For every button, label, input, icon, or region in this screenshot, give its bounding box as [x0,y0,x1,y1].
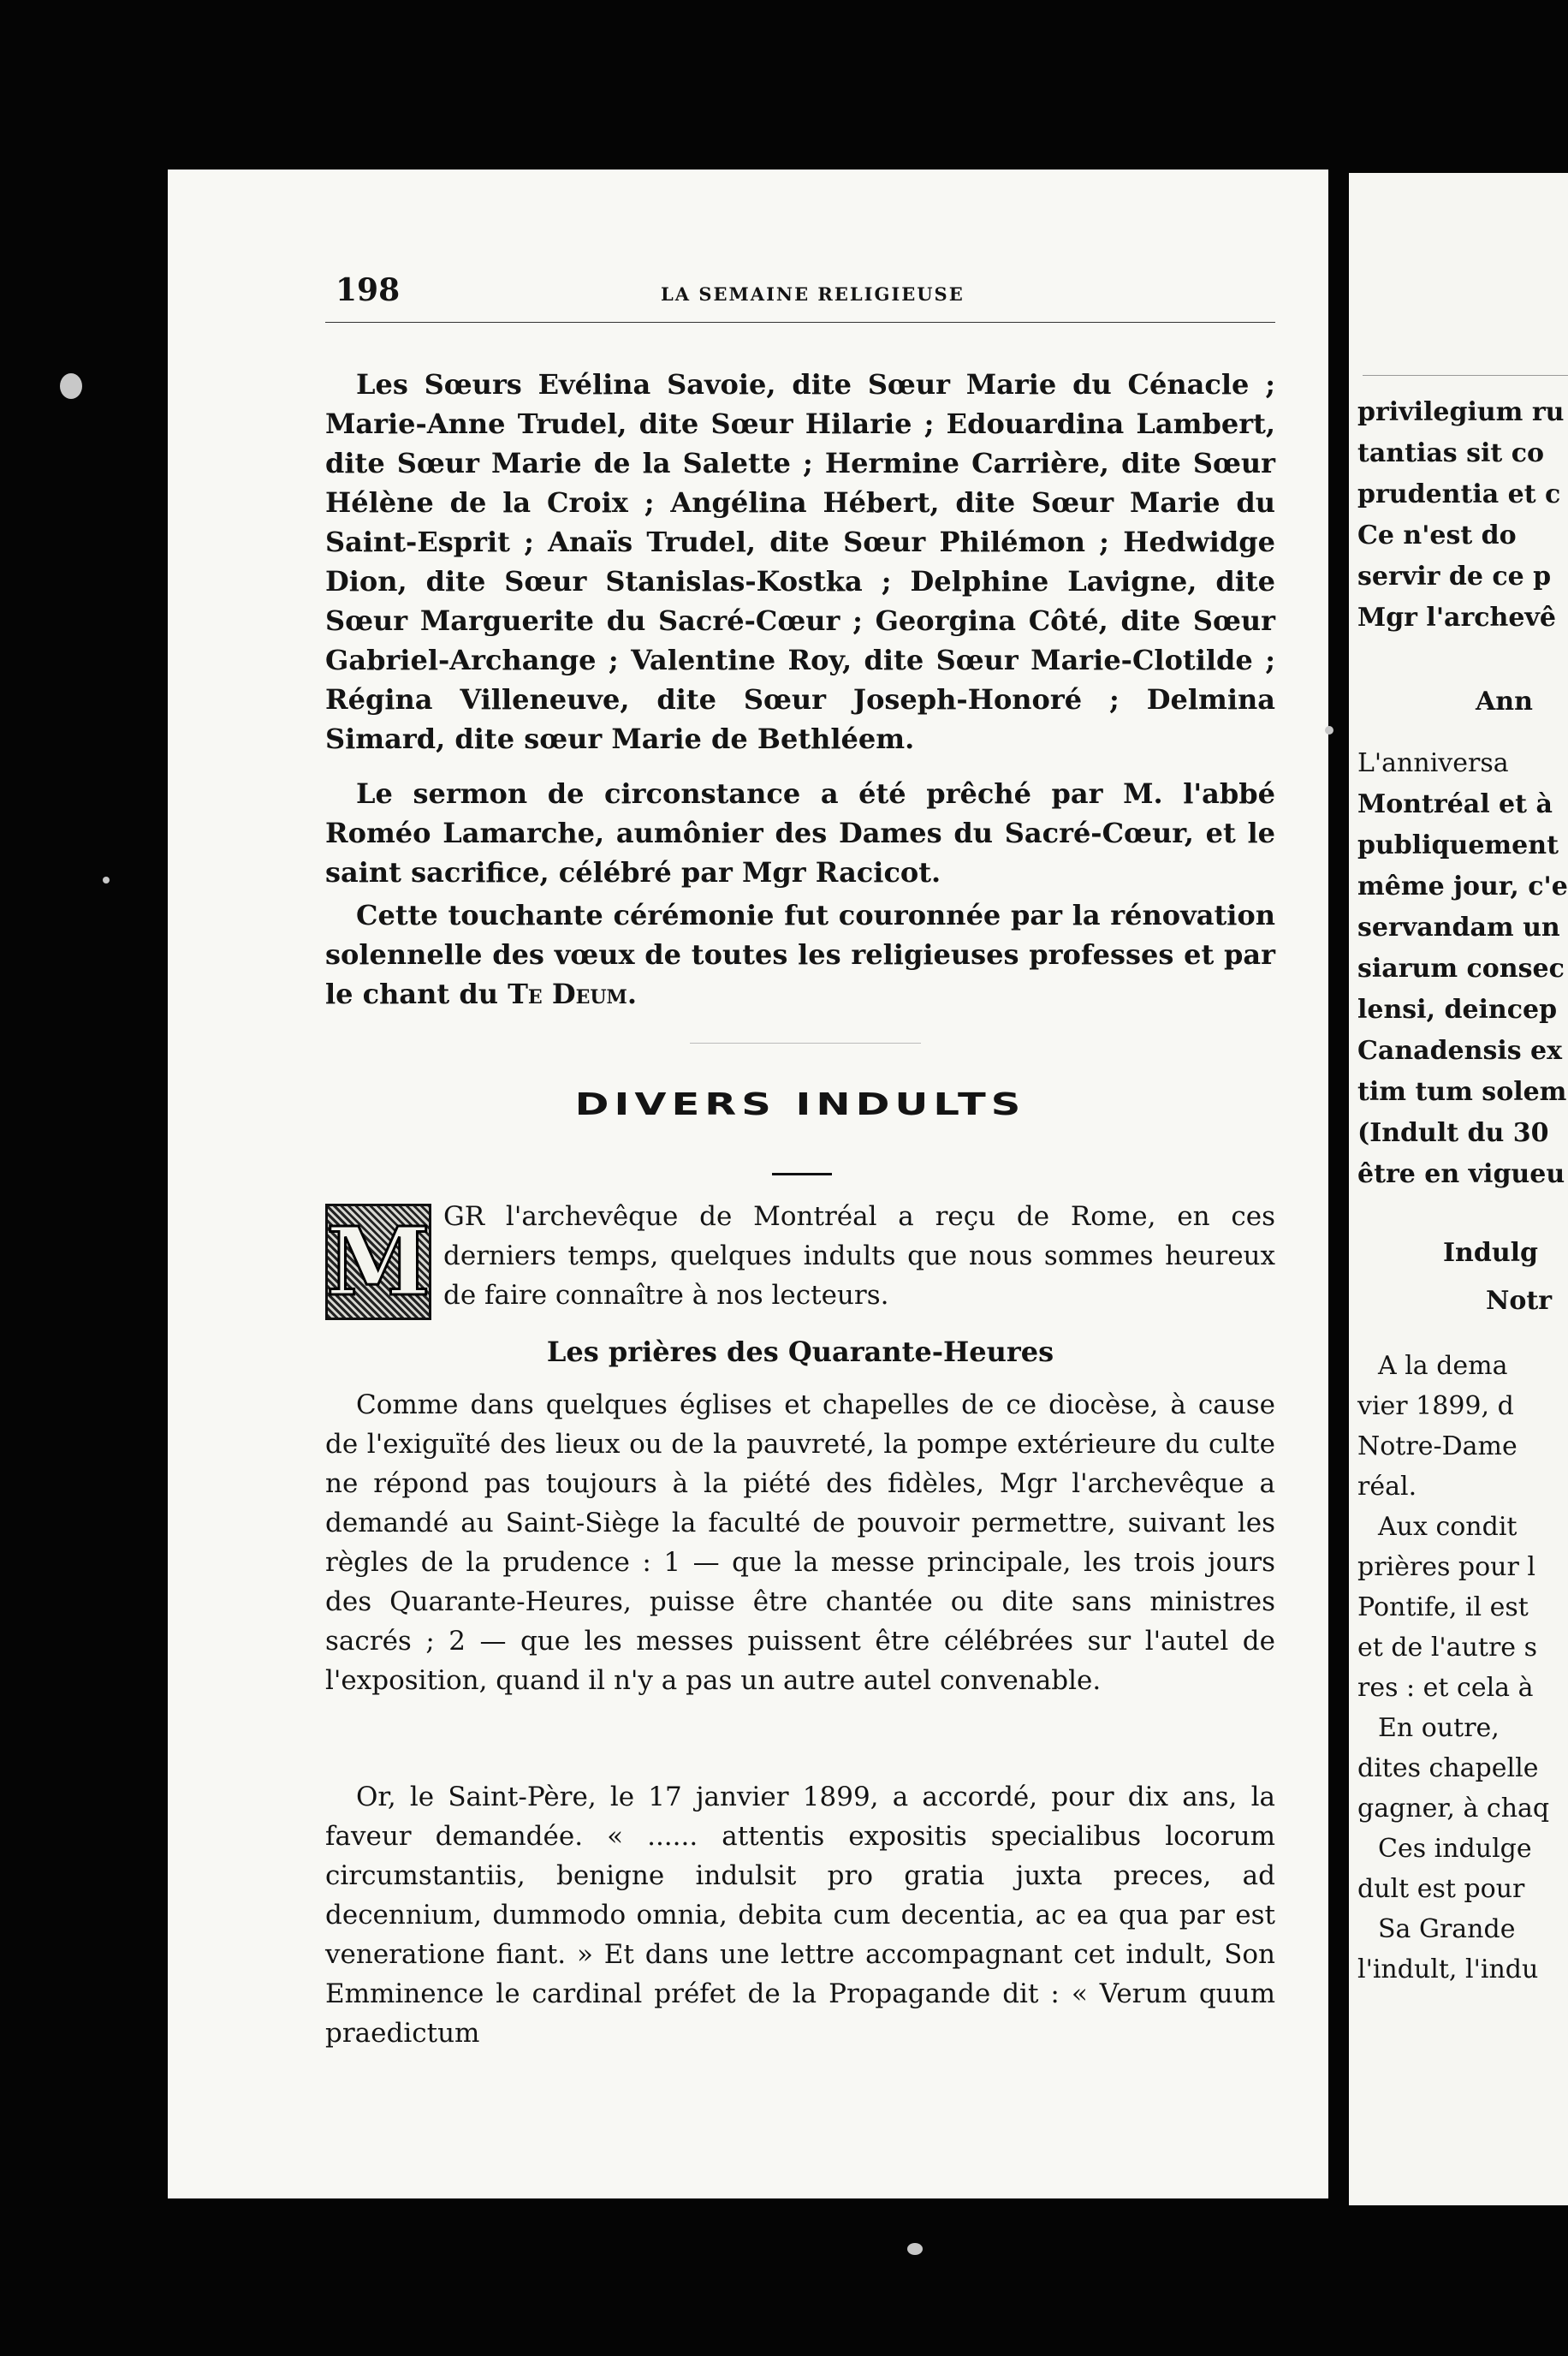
right-line: servir de ce p [1357,562,1552,592]
right-line: servandam un [1357,913,1560,943]
right-line: L'anniversa [1357,748,1509,778]
right-line: prières pour l [1357,1552,1535,1582]
header-rule [325,322,1275,323]
right-line: Aux condit [1378,1512,1518,1542]
right-line: Sa Grande [1378,1914,1516,1944]
right-line: privilegium ru [1357,397,1565,427]
right-page-rule [1363,375,1568,376]
paragraph-ceremony [325,895,1275,1014]
right-line: dult est pour [1357,1874,1525,1904]
paragraph-text: Le sermon de circonstance a été prêché par M. l'abbé Roméo Lamarche, aumônier des Dames du Sacré-Cœur, et le saint sacrifice, célébré par Mgr Racicot. [325,777,1275,889]
right-line: même jour, c'e [1357,872,1568,901]
right-page-fragment [1349,173,1568,2205]
right-heading-line: Indulg [1443,1238,1539,1268]
paragraph-sermon [325,774,1275,892]
right-line: Ce n'est do [1357,521,1517,550]
dropcap-initial [325,1204,431,1320]
running-title: LA SEMAINE RELIGIEUSE [661,283,965,305]
film-speck [60,373,82,399]
right-line: Ces indulge [1378,1834,1532,1864]
section-separator [690,1043,921,1044]
page-header [336,272,1286,315]
paragraph-text: Les Sœurs Evélina Savoie, dite Sœur Marie du Cénacle ; Marie-Anne Trudel, dite Sœur Hilarie ; Edouardina Lambert, dite Sœur Marie de la Salette ; Hermine Carrière, dite Sœur Hélène de la Croix ; Angélina Hébert, dite Sœur Marie du Saint-Esprit ; Anaïs Trudel, dite Sœur Philémon ; Hedwidge Dion, dite Sœur Stanislas-Kostka ; Delphine Lavigne, dite Sœur Marguerite du Sacré-Cœur ; Georgina Côté, dite Sœur Gabriel-Archange ; Valentine Roy, dite Sœur Marie-Clotilde ; Régina Villeneuve, dite Sœur Joseph-Honoré ; Delmina Simard, dite sœur Marie de Bethléem. [325,368,1275,755]
right-line: publiquement [1357,830,1559,860]
right-line: res : et cela à [1357,1673,1534,1703]
right-heading-1: Ann [1476,687,1533,717]
right-line: En outre, [1378,1713,1500,1743]
right-line: tantias sit co [1357,438,1544,468]
section-title: DIVERS INDULTS [574,1086,1026,1122]
right-heading-2 [1443,1229,1568,1325]
right-line: et de l'autre s [1357,1633,1537,1663]
right-line: dites chapelle [1357,1753,1539,1783]
right-block-2 [1357,743,1568,1195]
film-speck [1325,726,1333,735]
right-line: A la dema [1378,1351,1508,1381]
paragraph-sisters-list [325,365,1275,759]
right-line: Pontife, il est [1357,1592,1529,1622]
film-speck [103,877,110,884]
title-rule [772,1173,832,1175]
right-line: gagner, à chaq [1357,1794,1550,1824]
te-deum-text: Te Deum. [508,978,638,1010]
page-number: 198 [336,272,401,308]
right-line: Montréal et à [1357,789,1553,819]
right-line: tim tum solem [1357,1077,1567,1107]
right-line: être en vigueu [1357,1159,1565,1189]
right-line: Notre-Dame [1357,1431,1518,1461]
right-line: Canadensis ex [1357,1036,1563,1066]
dropcap-letter: M [326,1206,431,1317]
paragraph-text: Comme dans quelques églises et chapelles de ce diocèse, à cause de l'exiguïté des lieux ou de la pauvreté, la pompe extérieure du culte ne répond pas toujours à la piété des fidèles, Mgr l'archevêque a demandé au Saint-Siège la faculté de pouvoir permettre, suivant les règles de la prudence : 1 — que la messe principale, les trois jours des Quarante-Heures, puisse être chantée ou dite sans ministres sacrés ; 2 — que les messes puissent être célébrées sur l'autel de l'exposition, quand il n'y a pas un autre autel convenable. [325,1389,1275,1696]
right-line: l'indult, l'indu [1357,1954,1539,1984]
left-page [168,170,1328,2198]
right-block-1 [1357,392,1568,639]
right-line: Mgr l'archevê [1357,603,1556,633]
paragraph-text: Or, le Saint-Père, le 17 janvier 1899, a accordé, pour dix ans, la faveur demandée. « ...... attentis expositis specialibus locorum circumstantiis, benigne indulsit pro gratia juxta preces, ad decennium, dummodo omnia, debita cum decentia, ac ea qua par est veneratione fiant. » Et dans une lettre accompagnant cet indult, Son Emminence le cardinal préfet de la Propagande dit : « Verum quum praedictum [325,1782,1275,2049]
paragraph-main-text: Cette touchante cérémonie fut couronnée par la rénovation solennelle des vœux de toutes les religieuses professes et par le chant du [325,899,1275,1010]
right-line: lensi, deincep [1357,995,1558,1025]
right-line: prudentia et c [1357,479,1561,509]
paragraph-saint-pere [325,1777,1275,2053]
right-block-3 [1357,1346,1568,1990]
paragraph-text [325,895,1275,1014]
paragraph-quarante-heures [325,1385,1275,1700]
section-intro: GR l'archevêque de Montréal a reçu de Rome, en ces derniers temps, quelques indults que nous sommes heureux de faire connaître à nos lecteurs. [443,1201,1275,1311]
subheading: Les prières des Quarante-Heures [546,1336,1054,1368]
right-line: vier 1899, d [1357,1391,1514,1421]
right-line: siarum consec [1357,954,1565,984]
film-speck [907,2243,923,2255]
right-line: réal. [1357,1472,1417,1502]
right-heading-line: Notr [1486,1286,1553,1316]
right-line: (Indult du 30 [1357,1118,1549,1148]
